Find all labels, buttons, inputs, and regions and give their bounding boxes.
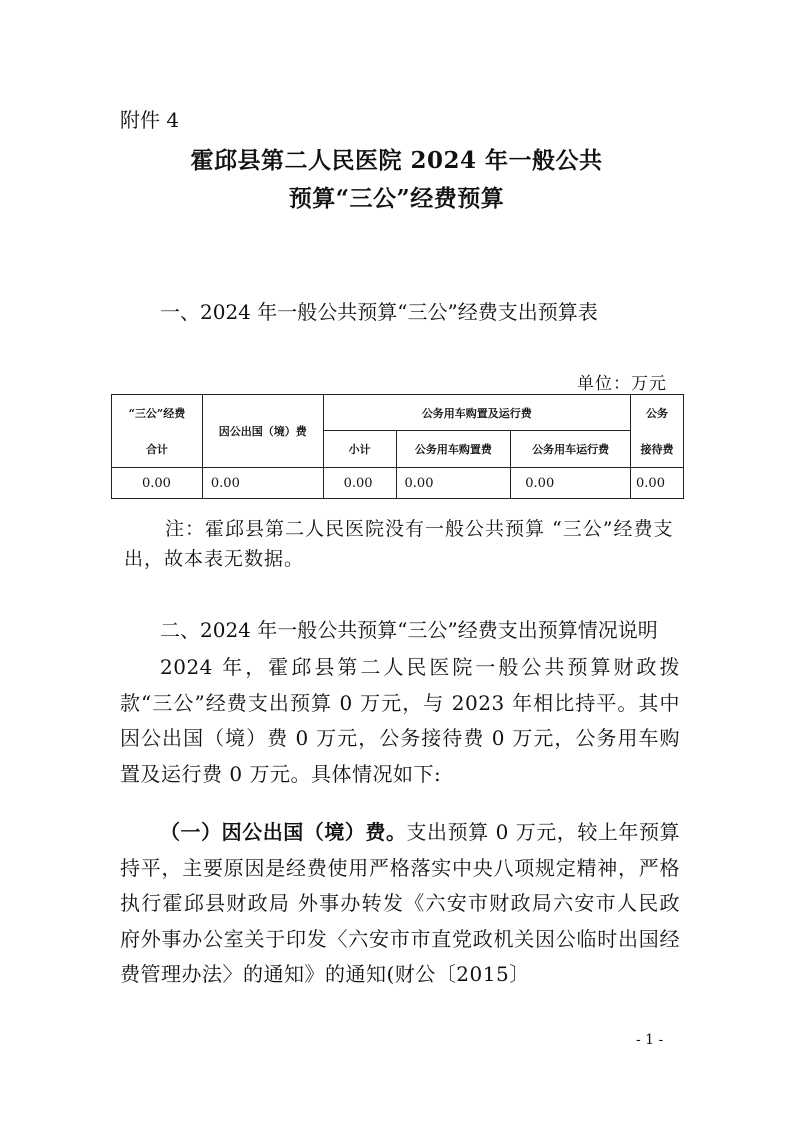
page-number: - 1 -	[636, 1032, 664, 1048]
table-header-row-1	[112, 395, 684, 431]
attachment-label: 附件 4	[120, 108, 180, 132]
header-total-top: “三公”经费	[112, 395, 203, 431]
cell-vehicle-purchase: 0.00	[396, 468, 511, 499]
cell-total: 0.00	[112, 468, 203, 499]
unit-label: 单位：万元	[577, 374, 667, 394]
table-header-row-2	[112, 431, 684, 468]
cell-abroad: 0.00	[202, 468, 323, 499]
document-title-line2: 预算“三公”经费预算	[288, 185, 505, 212]
header-reception-top: 公务	[631, 395, 684, 431]
header-vehicle-operation: 公务用车运行费	[511, 431, 631, 468]
header-vehicle-group: 公务用车购置及运行费	[323, 395, 630, 431]
paragraph-abroad	[120, 815, 680, 993]
header-subtotal: 小计	[323, 431, 396, 468]
paragraph-summary: 2024 年，霍邱县第二人民医院一般公共预算财政拨款“三公”经费支出预算 0 万元，与 2023 年相比持平。其中因公出国（境）费 0 万元，公务接待费 0 万元，公务用车购置及运行费 0 万元。具体情况如下:	[120, 655, 680, 786]
paragraph-abroad-lead: （一）因公出国（境）费。	[160, 820, 407, 844]
section2-heading: 二、2024 年一般公共预算“三公”经费支出预算情况说明	[160, 618, 658, 642]
cell-reception: 0.00	[631, 468, 684, 499]
paragraph-abroad-body: 支出预算 0 万元，较上年预算持平，主要原因是经费使用严格落实中央八项规定精神，严格执行霍邱县财政局 外事办转发《六安市财政局六安市人民政府外事办公室关于印发〈六安市市直党政机关因公临时出国经费管理办法〉的通知》的通知(财公〔2015〕	[120, 820, 680, 986]
header-reception-bottom: 接待费	[631, 431, 684, 468]
header-vehicle-purchase: 公务用车购置费	[396, 431, 511, 468]
section1-heading: 一、2024 年一般公共预算“三公”经费支出预算表	[160, 300, 598, 324]
cell-vehicle-operation: 0.00	[511, 468, 631, 499]
document-title-line1: 霍邱县第二人民医院 2024 年一般公共	[190, 147, 603, 174]
table-row	[112, 468, 684, 499]
budget-table	[111, 394, 684, 499]
table-note: 注：霍邱县第二人民医院没有一般公共预算 “三公”经费支出，故本表无数据。	[124, 518, 674, 570]
header-total-bottom: 合计	[112, 431, 203, 468]
header-abroad: 因公出国（境）费	[202, 395, 323, 468]
cell-subtotal: 0.00	[323, 468, 396, 499]
